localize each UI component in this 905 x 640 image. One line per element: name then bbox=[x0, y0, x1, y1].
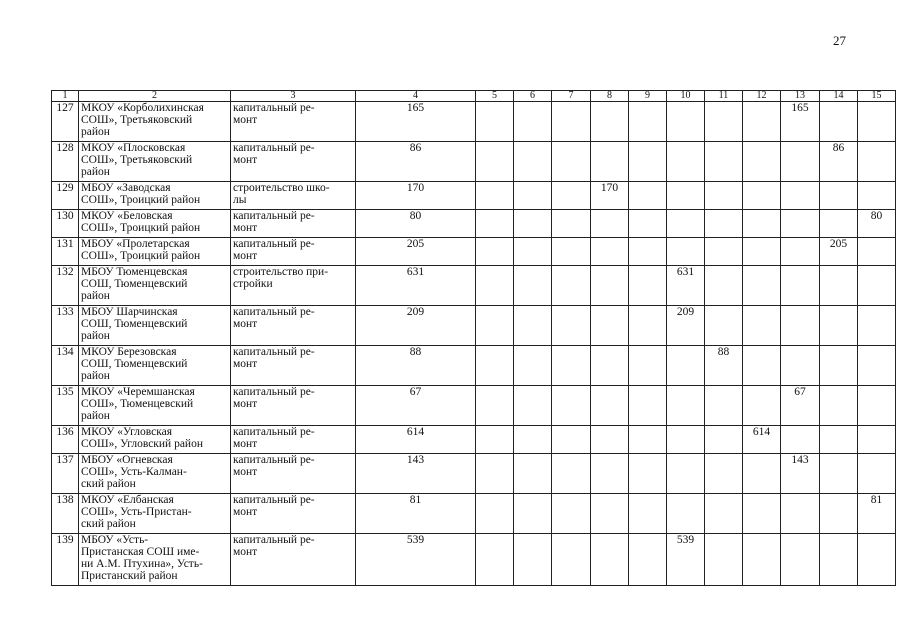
year-cell-9 bbox=[629, 386, 667, 426]
year-cell-5 bbox=[476, 306, 514, 346]
school-name bbox=[79, 266, 231, 306]
year-cell-8 bbox=[591, 494, 629, 534]
year-cell-9 bbox=[629, 346, 667, 386]
school-name-line: СОШ, Тюменцевский bbox=[81, 278, 188, 290]
school-name-line: СОШ, Тюменцевский bbox=[81, 318, 188, 330]
school-name-line: СОШ, Тюменцевский bbox=[81, 358, 188, 370]
work-type-line: капитальный ре- bbox=[233, 454, 315, 466]
year-cell-14 bbox=[820, 182, 858, 210]
year-cell-9 bbox=[629, 534, 667, 586]
school-name bbox=[79, 182, 231, 210]
total-amount: 165 bbox=[356, 102, 476, 142]
year-cell-10 bbox=[667, 238, 705, 266]
year-cell-7 bbox=[552, 182, 591, 210]
school-name-line: МКОУ «Корболихинская bbox=[81, 102, 204, 114]
column-header-2: 2 bbox=[79, 91, 231, 102]
school-name-line: район bbox=[81, 370, 110, 382]
work-type-line: лы bbox=[233, 194, 247, 206]
column-header-12: 12 bbox=[743, 91, 781, 102]
work-type-line: монт bbox=[233, 318, 258, 330]
year-cell-6 bbox=[514, 182, 552, 210]
column-header-4: 4 bbox=[356, 91, 476, 102]
year-cell-14 bbox=[820, 210, 858, 238]
total-amount: 614 bbox=[356, 426, 476, 454]
year-cell-12 bbox=[743, 494, 781, 534]
year-cell-13 bbox=[781, 142, 820, 182]
year-cell-8: 170 bbox=[591, 182, 629, 210]
year-cell-7 bbox=[552, 210, 591, 238]
year-cell-10 bbox=[667, 494, 705, 534]
work-type-line: монт bbox=[233, 398, 258, 410]
column-header-11: 11 bbox=[705, 91, 743, 102]
year-cell-9 bbox=[629, 454, 667, 494]
school-name-line: МКОУ «Угловская bbox=[81, 426, 173, 438]
year-cell-5 bbox=[476, 142, 514, 182]
year-cell-10 bbox=[667, 426, 705, 454]
year-cell-11 bbox=[705, 454, 743, 494]
total-amount: 88 bbox=[356, 346, 476, 386]
work-type bbox=[231, 102, 356, 142]
school-name-line: СОШ», Тюменцевский bbox=[81, 398, 194, 410]
year-cell-12 bbox=[743, 102, 781, 142]
school-name bbox=[79, 210, 231, 238]
work-type bbox=[231, 210, 356, 238]
year-cell-8 bbox=[591, 102, 629, 142]
row-number: 136 bbox=[52, 426, 79, 454]
page-number: 27 bbox=[833, 33, 846, 48]
year-cell-15 bbox=[858, 346, 896, 386]
table-row bbox=[52, 454, 896, 494]
year-cell-14: 86 bbox=[820, 142, 858, 182]
year-cell-13 bbox=[781, 238, 820, 266]
year-cell-15 bbox=[858, 142, 896, 182]
work-type-line: капитальный ре- bbox=[233, 494, 315, 506]
year-cell-12 bbox=[743, 238, 781, 266]
school-name-line: МКОУ «Елбанская bbox=[81, 494, 174, 506]
year-cell-7 bbox=[552, 534, 591, 586]
year-cell-12 bbox=[743, 210, 781, 238]
year-cell-11: 88 bbox=[705, 346, 743, 386]
work-type bbox=[231, 306, 356, 346]
school-name bbox=[79, 306, 231, 346]
school-name bbox=[79, 346, 231, 386]
year-cell-10 bbox=[667, 386, 705, 426]
row-number: 130 bbox=[52, 210, 79, 238]
school-name-line: СОШ», Третьяковский bbox=[81, 114, 193, 126]
year-cell-12 bbox=[743, 534, 781, 586]
year-cell-14 bbox=[820, 306, 858, 346]
year-cell-9 bbox=[629, 142, 667, 182]
school-name-line: МБОУ Тюменцевская bbox=[81, 266, 188, 278]
year-cell-6 bbox=[514, 534, 552, 586]
year-cell-11 bbox=[705, 182, 743, 210]
year-cell-11 bbox=[705, 238, 743, 266]
year-cell-12 bbox=[743, 142, 781, 182]
table-row bbox=[52, 238, 896, 266]
year-cell-9 bbox=[629, 210, 667, 238]
school-name bbox=[79, 142, 231, 182]
work-type bbox=[231, 534, 356, 586]
work-type-line: капитальный ре- bbox=[233, 102, 315, 114]
row-number: 128 bbox=[52, 142, 79, 182]
year-cell-13: 67 bbox=[781, 386, 820, 426]
work-type bbox=[231, 142, 356, 182]
work-type-line: капитальный ре- bbox=[233, 426, 315, 438]
year-cell-8 bbox=[591, 534, 629, 586]
column-header-13: 13 bbox=[781, 91, 820, 102]
table-row bbox=[52, 534, 896, 586]
total-amount: 205 bbox=[356, 238, 476, 266]
work-type-line: монт bbox=[233, 114, 258, 126]
year-cell-13: 143 bbox=[781, 454, 820, 494]
work-type-line: капитальный ре- bbox=[233, 210, 315, 222]
year-cell-13 bbox=[781, 210, 820, 238]
work-type-line: монт bbox=[233, 466, 258, 478]
school-name bbox=[79, 494, 231, 534]
total-amount: 143 bbox=[356, 454, 476, 494]
year-cell-9 bbox=[629, 426, 667, 454]
year-cell-11 bbox=[705, 494, 743, 534]
row-number: 127 bbox=[52, 102, 79, 142]
work-type-line: монт bbox=[233, 438, 258, 450]
school-name-line: СОШ», Третьяковский bbox=[81, 154, 193, 166]
row-number: 137 bbox=[52, 454, 79, 494]
year-cell-6 bbox=[514, 426, 552, 454]
year-cell-11 bbox=[705, 386, 743, 426]
row-number: 133 bbox=[52, 306, 79, 346]
year-cell-6 bbox=[514, 386, 552, 426]
work-type-line: монт bbox=[233, 506, 258, 518]
school-name-line: СОШ», Троицкий район bbox=[81, 194, 201, 206]
year-cell-5 bbox=[476, 238, 514, 266]
total-amount: 539 bbox=[356, 534, 476, 586]
work-type bbox=[231, 346, 356, 386]
year-cell-5 bbox=[476, 426, 514, 454]
year-cell-11 bbox=[705, 534, 743, 586]
work-type-line: монт bbox=[233, 250, 258, 262]
year-cell-6 bbox=[514, 306, 552, 346]
year-cell-14 bbox=[820, 102, 858, 142]
year-cell-6 bbox=[514, 494, 552, 534]
row-number: 139 bbox=[52, 534, 79, 586]
table-row bbox=[52, 494, 896, 534]
row-number: 134 bbox=[52, 346, 79, 386]
row-number: 138 bbox=[52, 494, 79, 534]
funding-table bbox=[51, 90, 896, 586]
table-row bbox=[52, 102, 896, 142]
work-type-line: строительство шко- bbox=[233, 182, 330, 194]
year-cell-14 bbox=[820, 346, 858, 386]
total-amount: 86 bbox=[356, 142, 476, 182]
work-type-line: монт bbox=[233, 222, 258, 234]
year-cell-9 bbox=[629, 182, 667, 210]
year-cell-13 bbox=[781, 182, 820, 210]
table-row bbox=[52, 306, 896, 346]
year-cell-13 bbox=[781, 346, 820, 386]
work-type-line: монт bbox=[233, 546, 258, 558]
year-cell-12 bbox=[743, 386, 781, 426]
work-type bbox=[231, 426, 356, 454]
column-header-8: 8 bbox=[591, 91, 629, 102]
year-cell-10 bbox=[667, 454, 705, 494]
school-name-line: СОШ», Угловский район bbox=[81, 438, 203, 450]
work-type bbox=[231, 494, 356, 534]
work-type bbox=[231, 266, 356, 306]
school-name bbox=[79, 454, 231, 494]
year-cell-11 bbox=[705, 306, 743, 346]
school-name-line: СОШ», Троицкий район bbox=[81, 222, 201, 234]
year-cell-8 bbox=[591, 306, 629, 346]
school-name-line: ни А.М. Птухина», Усть- bbox=[81, 558, 203, 570]
year-cell-14 bbox=[820, 534, 858, 586]
year-cell-10: 209 bbox=[667, 306, 705, 346]
year-cell-7 bbox=[552, 238, 591, 266]
work-type-line: монт bbox=[233, 358, 258, 370]
total-amount: 209 bbox=[356, 306, 476, 346]
column-header-7: 7 bbox=[552, 91, 591, 102]
row-number: 131 bbox=[52, 238, 79, 266]
column-header-5: 5 bbox=[476, 91, 514, 102]
year-cell-15 bbox=[858, 454, 896, 494]
row-number: 129 bbox=[52, 182, 79, 210]
row-number: 132 bbox=[52, 266, 79, 306]
school-name bbox=[79, 386, 231, 426]
year-cell-15: 80 bbox=[858, 210, 896, 238]
table-body bbox=[52, 102, 896, 586]
year-cell-13: 165 bbox=[781, 102, 820, 142]
year-cell-10: 539 bbox=[667, 534, 705, 586]
work-type-line: капитальный ре- bbox=[233, 534, 315, 546]
year-cell-14 bbox=[820, 266, 858, 306]
year-cell-5 bbox=[476, 182, 514, 210]
year-cell-7 bbox=[552, 142, 591, 182]
year-cell-11 bbox=[705, 266, 743, 306]
school-name-line: район bbox=[81, 290, 110, 302]
year-cell-6 bbox=[514, 238, 552, 266]
year-cell-10 bbox=[667, 142, 705, 182]
school-name bbox=[79, 426, 231, 454]
year-cell-5 bbox=[476, 102, 514, 142]
school-name bbox=[79, 102, 231, 142]
year-cell-9 bbox=[629, 306, 667, 346]
year-cell-14: 205 bbox=[820, 238, 858, 266]
year-cell-6 bbox=[514, 266, 552, 306]
year-cell-6 bbox=[514, 454, 552, 494]
year-cell-10 bbox=[667, 182, 705, 210]
row-number: 135 bbox=[52, 386, 79, 426]
school-name-line: МКОУ «Беловская bbox=[81, 210, 173, 222]
work-type bbox=[231, 238, 356, 266]
total-amount: 67 bbox=[356, 386, 476, 426]
table-row bbox=[52, 210, 896, 238]
year-cell-12 bbox=[743, 454, 781, 494]
year-cell-15 bbox=[858, 266, 896, 306]
year-cell-8 bbox=[591, 426, 629, 454]
year-cell-7 bbox=[552, 494, 591, 534]
year-cell-6 bbox=[514, 142, 552, 182]
total-amount: 631 bbox=[356, 266, 476, 306]
school-name-line: МБОУ «Огневская bbox=[81, 454, 173, 466]
year-cell-5 bbox=[476, 494, 514, 534]
table-row bbox=[52, 346, 896, 386]
table-row bbox=[52, 266, 896, 306]
school-name-line: МБОУ «Пролетарская bbox=[81, 238, 190, 250]
school-name-line: МБОУ Шарчинская bbox=[81, 306, 178, 318]
year-cell-9 bbox=[629, 266, 667, 306]
school-name-line: МКОУ Березовская bbox=[81, 346, 177, 358]
year-cell-8 bbox=[591, 238, 629, 266]
work-type-line: капитальный ре- bbox=[233, 306, 315, 318]
year-cell-9 bbox=[629, 238, 667, 266]
school-name-line: Пристанская СОШ име- bbox=[81, 546, 200, 558]
school-name-line: МБОУ «Усть- bbox=[81, 534, 149, 546]
school-name-line: СОШ», Усть-Пристан- bbox=[81, 506, 192, 518]
school-name-line: ский район bbox=[81, 518, 136, 530]
year-cell-8 bbox=[591, 210, 629, 238]
header-row bbox=[52, 91, 896, 102]
year-cell-5 bbox=[476, 210, 514, 238]
year-cell-5 bbox=[476, 534, 514, 586]
work-type bbox=[231, 454, 356, 494]
school-name-line: СОШ», Усть-Калман- bbox=[81, 466, 187, 478]
year-cell-7 bbox=[552, 346, 591, 386]
year-cell-11 bbox=[705, 210, 743, 238]
work-type-line: строительство при- bbox=[233, 266, 329, 278]
school-name-line: район bbox=[81, 166, 110, 178]
school-name-line: СОШ», Троицкий район bbox=[81, 250, 201, 262]
year-cell-15 bbox=[858, 238, 896, 266]
work-type-line: капитальный ре- bbox=[233, 142, 315, 154]
year-cell-5 bbox=[476, 346, 514, 386]
year-cell-14 bbox=[820, 494, 858, 534]
total-amount: 81 bbox=[356, 494, 476, 534]
year-cell-9 bbox=[629, 102, 667, 142]
year-cell-6 bbox=[514, 346, 552, 386]
year-cell-14 bbox=[820, 454, 858, 494]
school-name-line: район bbox=[81, 410, 110, 422]
year-cell-7 bbox=[552, 266, 591, 306]
year-cell-8 bbox=[591, 454, 629, 494]
year-cell-13 bbox=[781, 426, 820, 454]
year-cell-7 bbox=[552, 386, 591, 426]
school-name bbox=[79, 534, 231, 586]
year-cell-5 bbox=[476, 386, 514, 426]
work-type-line: капитальный ре- bbox=[233, 386, 315, 398]
year-cell-14 bbox=[820, 426, 858, 454]
year-cell-8 bbox=[591, 142, 629, 182]
work-type-line: капитальный ре- bbox=[233, 346, 315, 358]
year-cell-13 bbox=[781, 306, 820, 346]
table-row bbox=[52, 386, 896, 426]
year-cell-13 bbox=[781, 494, 820, 534]
year-cell-11 bbox=[705, 102, 743, 142]
school-name-line: МКОУ «Черемшанская bbox=[81, 386, 195, 398]
year-cell-10: 631 bbox=[667, 266, 705, 306]
year-cell-15 bbox=[858, 102, 896, 142]
year-cell-9 bbox=[629, 494, 667, 534]
year-cell-12 bbox=[743, 266, 781, 306]
school-name bbox=[79, 238, 231, 266]
school-name-line: МБОУ «Заводская bbox=[81, 182, 171, 194]
column-header-6: 6 bbox=[514, 91, 552, 102]
work-type-line: стройки bbox=[233, 278, 273, 290]
year-cell-15 bbox=[858, 534, 896, 586]
year-cell-6 bbox=[514, 210, 552, 238]
year-cell-12 bbox=[743, 346, 781, 386]
year-cell-7 bbox=[552, 454, 591, 494]
year-cell-7 bbox=[552, 102, 591, 142]
year-cell-5 bbox=[476, 266, 514, 306]
work-type-line: монт bbox=[233, 154, 258, 166]
year-cell-12 bbox=[743, 306, 781, 346]
column-header-14: 14 bbox=[820, 91, 858, 102]
school-name-line: район bbox=[81, 330, 110, 342]
school-name-line: район bbox=[81, 126, 110, 138]
year-cell-12: 614 bbox=[743, 426, 781, 454]
school-name-line: МКОУ «Плосковская bbox=[81, 142, 186, 154]
work-type bbox=[231, 182, 356, 210]
year-cell-10 bbox=[667, 346, 705, 386]
year-cell-15: 81 bbox=[858, 494, 896, 534]
year-cell-10 bbox=[667, 210, 705, 238]
year-cell-15 bbox=[858, 386, 896, 426]
column-header-10: 10 bbox=[667, 91, 705, 102]
year-cell-5 bbox=[476, 454, 514, 494]
year-cell-13 bbox=[781, 266, 820, 306]
year-cell-15 bbox=[858, 182, 896, 210]
work-type bbox=[231, 386, 356, 426]
column-header-15: 15 bbox=[858, 91, 896, 102]
school-name-line: Пристанский район bbox=[81, 570, 178, 582]
total-amount: 170 bbox=[356, 182, 476, 210]
work-type-line: капитальный ре- bbox=[233, 238, 315, 250]
column-header-9: 9 bbox=[629, 91, 667, 102]
year-cell-12 bbox=[743, 182, 781, 210]
year-cell-15 bbox=[858, 306, 896, 346]
column-header-1: 1 bbox=[52, 91, 79, 102]
table-row bbox=[52, 182, 896, 210]
year-cell-15 bbox=[858, 426, 896, 454]
year-cell-7 bbox=[552, 306, 591, 346]
column-header-3: 3 bbox=[231, 91, 356, 102]
year-cell-7 bbox=[552, 426, 591, 454]
year-cell-11 bbox=[705, 142, 743, 182]
year-cell-14 bbox=[820, 386, 858, 426]
total-amount: 80 bbox=[356, 210, 476, 238]
table-row bbox=[52, 426, 896, 454]
school-name-line: ский район bbox=[81, 478, 136, 490]
year-cell-8 bbox=[591, 386, 629, 426]
year-cell-8 bbox=[591, 266, 629, 306]
table-row bbox=[52, 142, 896, 182]
year-cell-10 bbox=[667, 102, 705, 142]
year-cell-8 bbox=[591, 346, 629, 386]
year-cell-11 bbox=[705, 426, 743, 454]
year-cell-6 bbox=[514, 102, 552, 142]
year-cell-13 bbox=[781, 534, 820, 586]
